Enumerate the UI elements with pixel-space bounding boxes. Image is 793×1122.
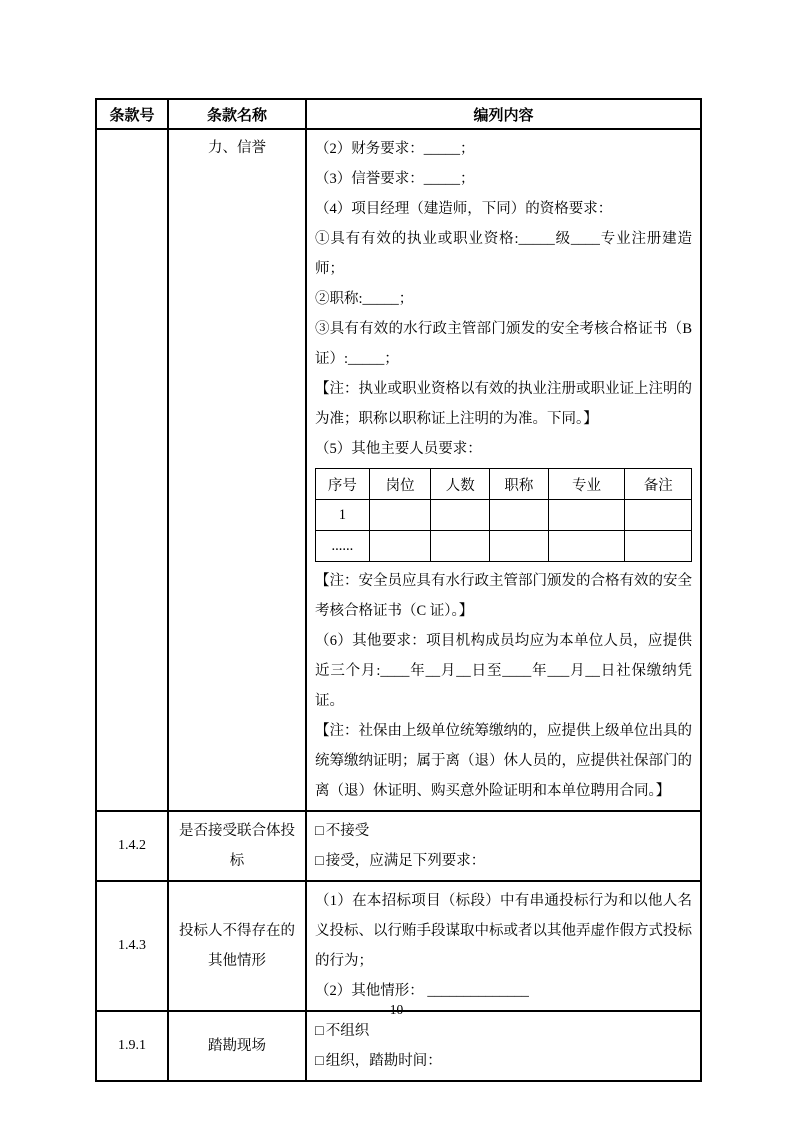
content-line: （4）项目经理（建造师，下同）的资格要求：	[315, 201, 613, 217]
clause-no-cell: 1.4.3	[96, 881, 168, 1011]
personnel-cell	[431, 500, 490, 531]
personnel-row	[316, 531, 692, 562]
personnel-cell	[431, 531, 490, 562]
content-cell	[306, 129, 701, 811]
clause-name-cell: 踏勘现场	[168, 1011, 306, 1081]
personnel-col-header: 岗位	[369, 469, 431, 500]
checkbox-icon: □	[315, 853, 324, 869]
personnel-row	[316, 500, 692, 531]
page-number: 10	[389, 1002, 404, 1017]
option-label: 组织，踏勘时间：	[325, 1053, 442, 1069]
personnel-cell: 1	[316, 500, 370, 531]
checkbox-icon: □	[315, 1053, 324, 1069]
option-line	[315, 1016, 692, 1046]
table-header-row	[96, 99, 701, 129]
personnel-col-header: 人数	[431, 469, 490, 500]
content-cell	[306, 1011, 701, 1081]
content-line: （1）在本招标项目（标段）中有串通投标行为和以他人名义投标、以行贿手段谋取中标或者以其他弄虚作假方式投标的行为；	[315, 893, 692, 969]
table-row-142	[96, 811, 701, 881]
personnel-cell	[625, 500, 692, 531]
content-line: 【注：执业或职业资格以有效的执业注册或职业证上注明的为准；职称以职称证上注明的为准。下同。】	[315, 381, 692, 427]
clause-no-cell: 1.9.1	[96, 1011, 168, 1081]
personnel-cell	[369, 500, 431, 531]
content-cell	[306, 881, 701, 1011]
content-line: 【注：安全员应具有水行政主管部门颁发的合格有效的安全考核合格证书（C 证）。】	[315, 573, 692, 619]
clause-name-cell: 力、信誉	[168, 129, 306, 811]
header-content: 编列内容	[306, 99, 701, 129]
clause-no-cell: 1.4.2	[96, 811, 168, 881]
personnel-header-row	[316, 469, 692, 500]
checkbox-icon: □	[315, 823, 324, 839]
personnel-cell	[625, 531, 692, 562]
content-line: ②职称:_____；	[315, 291, 414, 307]
table-row-191	[96, 1011, 701, 1081]
personnel-cell	[548, 500, 625, 531]
personnel-cell	[369, 531, 431, 562]
checkbox-icon: □	[315, 1023, 324, 1039]
header-clause-no: 条款号	[96, 99, 168, 129]
content-cell	[306, 811, 701, 881]
content-line: （5）其他主要人员要求：	[315, 441, 482, 457]
content-line: ①具有有效的执业或职业资格:_____级____专业注册建造师；	[315, 231, 692, 277]
option-line	[315, 816, 692, 846]
personnel-cell: ......	[316, 531, 370, 562]
personnel-cell	[548, 531, 625, 562]
clause-no-cell	[96, 129, 168, 811]
header-clause-name: 条款名称	[168, 99, 306, 129]
personnel-col-header: 职称	[490, 469, 549, 500]
content-line: （3）信誉要求：_____；	[315, 171, 475, 187]
clause-name-cell: 是否接受联合体投标	[168, 811, 306, 881]
option-label: 接受，应满足下列要求：	[325, 853, 486, 869]
personnel-col-header: 备注	[625, 469, 692, 500]
option-line	[315, 1046, 692, 1076]
content-line: （2）财务要求：_____；	[315, 141, 475, 157]
personnel-cell	[490, 531, 549, 562]
option-label: 不接受	[325, 823, 370, 839]
personnel-table	[315, 468, 692, 562]
content-line: （6）其他要求：项目机构成员均应为本单位人员，应提供近三个月:____年__月__日至____年___月__日社保缴纳凭证。	[315, 633, 692, 709]
option-line	[315, 846, 692, 876]
clause-name-cell: 投标人不得存在的其他情形	[168, 881, 306, 1011]
option-label: 不组织	[325, 1023, 370, 1039]
table-row-credit	[96, 129, 701, 811]
content-line: ③具有有效的水行政主管部门颁发的安全考核合格证书（B证）:_____；	[315, 321, 692, 367]
personnel-col-header: 专业	[548, 469, 625, 500]
personnel-col-header: 序号	[316, 469, 370, 500]
personnel-cell	[490, 500, 549, 531]
content-line: 【注：社保由上级单位统筹缴纳的，应提供上级单位出具的统筹缴纳证明；属于离（退）休人员的，应提供社保部门的离（退）休证明、购买意外险证明和本单位聘用合同。】	[315, 723, 692, 799]
table-row-143	[96, 881, 701, 1011]
content-line: （2）其他情形： ______________	[315, 983, 529, 999]
clause-table	[95, 98, 702, 1082]
